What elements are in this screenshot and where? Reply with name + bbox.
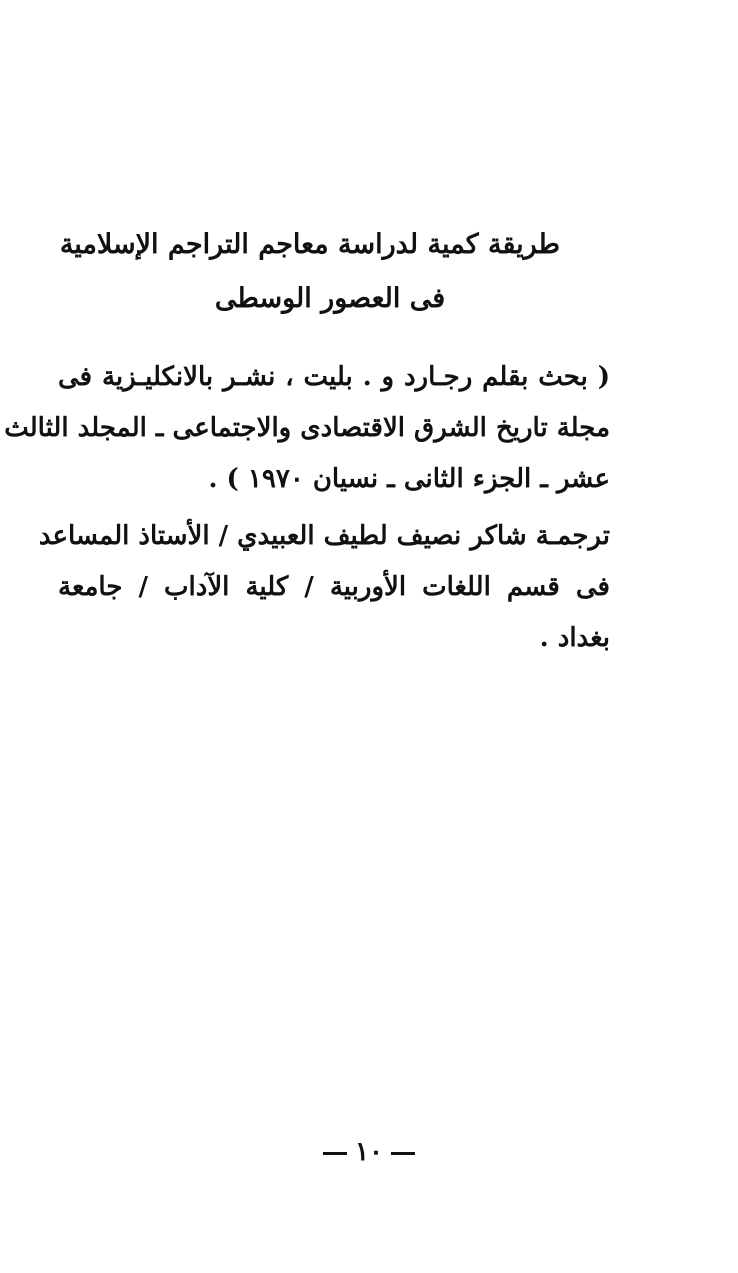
- page-number: [0, 1132, 738, 1172]
- page-number-dash-right: [391, 1152, 415, 1155]
- translator-line-3: بغداد .: [539, 623, 610, 653]
- source-line-1: ( بحث بقلم رجـارد و . بليت ، نشـر بالانكليـزية فى: [58, 362, 610, 392]
- page-number-dash-left: [323, 1152, 347, 1155]
- source-line-3: عشر ـ الجزء الثانى ـ نسيان ١٩٧٠ ) .: [208, 464, 610, 494]
- title-line-1: طريقة كمية لدراسة معاجم التراجم الإسلامية: [59, 229, 560, 260]
- source-line-2: مجلة تاريخ الشرق الاقتصادى والاجتماعى ـ المجلد الثالث: [4, 413, 610, 443]
- article-title: [59, 218, 560, 326]
- source-paragraph: [4, 352, 610, 505]
- translator-line-1: ترجمـة شاكر نصيف لطيف العبيدي / الأستاذ المساعد: [38, 521, 610, 551]
- page-number-value: ١٠: [355, 1137, 383, 1167]
- title-line-2: فى العصور الوسطى: [214, 283, 446, 314]
- translator-paragraph: [38, 511, 610, 664]
- translator-line-2: فى قسم اللغات الأوربية / كلية الآداب / جامعة: [58, 572, 610, 602]
